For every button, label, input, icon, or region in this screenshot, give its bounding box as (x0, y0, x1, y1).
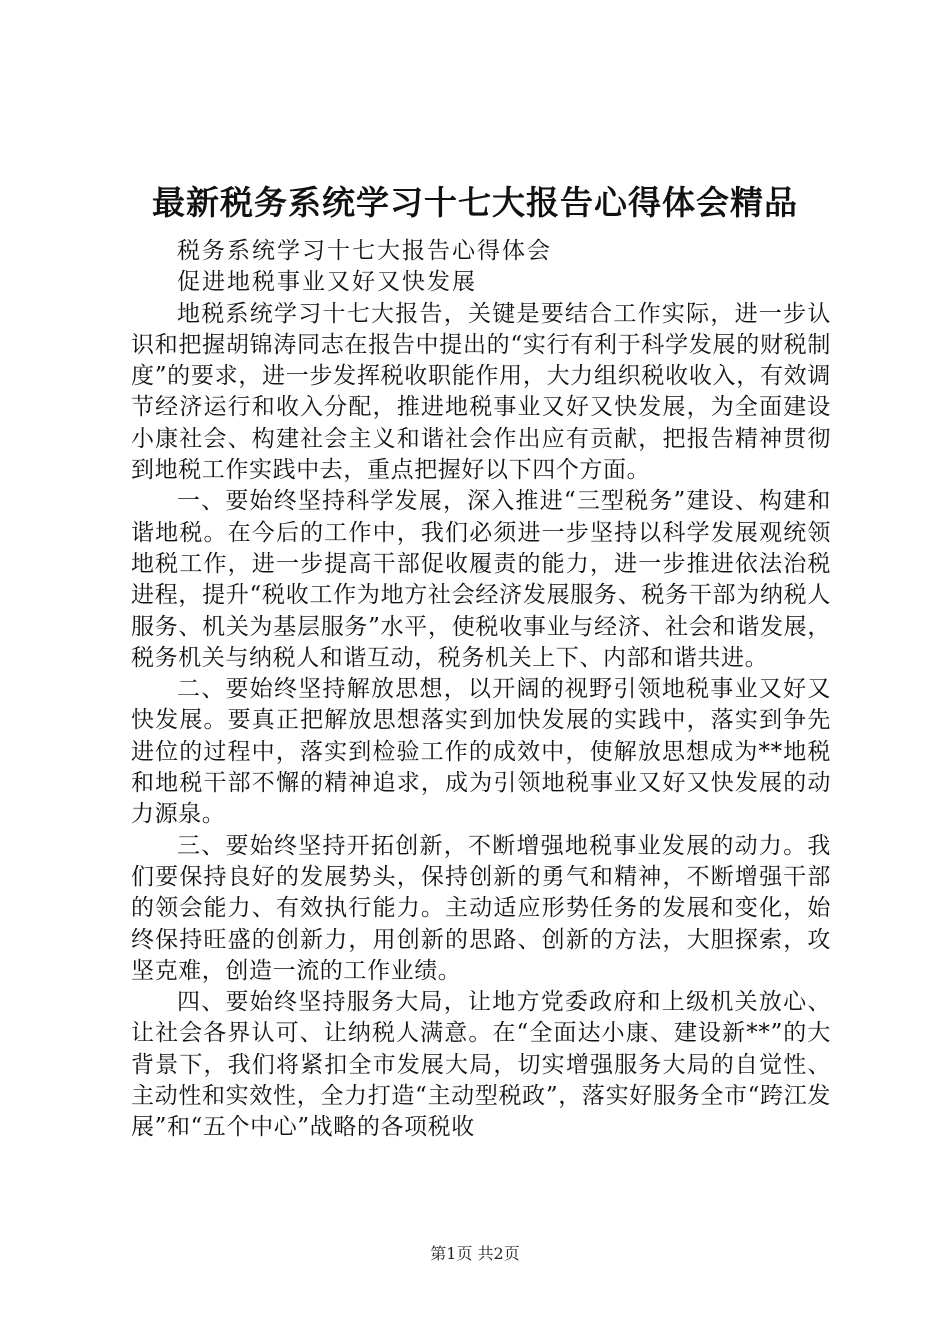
document-title: 最新税务系统学习十七大报告心得体会精品 (152, 183, 798, 222)
body-paragraph: 三、要始终坚持开拓创新，不断增强地税事业发展的动力。我们要保持良好的发展势头，保持创新的勇气和精神，不断增强干部的领会能力、有效执行能力。主动适应形势任务的发展和变化，始终保持旺盛的创新力，用创新的思路、创新的方法，大胆探索，攻坚克难，创造一流的工作业绩。 (131, 832, 831, 984)
document-body (131, 236, 831, 1144)
body-paragraph: 地税系统学习十七大报告，关键是要结合工作实际，进一步认识和把握胡锦涛同志在报告中提出的“实行有利于科学发展的财税制度”的要求，进一步发挥税收职能作用，大力组织税收收入，有效调节经济运行和收入分配，推进地税事业又好又快发展，为全面建设小康社会、构建社会主义和谐社会作出应有贡献，把报告精神贯彻到地税工作实践中去，重点把握好以下四个方面。 (131, 300, 831, 484)
subtitle-line-2: 促进地税事业又好又快发展 (177, 269, 477, 296)
subtitle-line-1: 税务系统学习十七大报告心得体会 (177, 238, 552, 264)
body-paragraph: 四、要始终坚持服务大局，让地方党委政府和上级机关放心、让社会各界认可、让纳税人满意。在“全面达小康、建设新**”的大背景下，我们将紧扣全市发展大局，切实增强服务大局的自觉性、主动性和实效性，全力打造“主动型税政”，落实好服务全市“跨江发展”和“五个中心”战略的各项税收 (131, 989, 831, 1141)
page-number-footer: 第1页 共2页 (430, 1244, 520, 1263)
body-paragraph: 二、要始终坚持解放思想，以开阔的视野引领地税事业又好又快发展。要真正把解放思想落实到加快发展的实践中，落实到争先进位的过程中，落实到检验工作的成效中，使解放思想成为**地税和地税干部不懈的精神追求，成为引领地税事业又好又快发展的动力源泉。 (131, 676, 831, 828)
body-paragraph: 一、要始终坚持科学发展，深入推进“三型税务”建设、构建和谐地税。在今后的工作中，我们必须进一步坚持以科学发展观统领地税工作，进一步提高干部促收履责的能力，进一步推进依法治税进程，提升“税收工作为地方社会经济发展服务、税务干部为纳税人服务、机关为基层服务”水平，使税收事业与经济、社会和谐发展，税务机关与纳税人和谐互动，税务机关上下、内部和谐共进。 (131, 488, 831, 671)
